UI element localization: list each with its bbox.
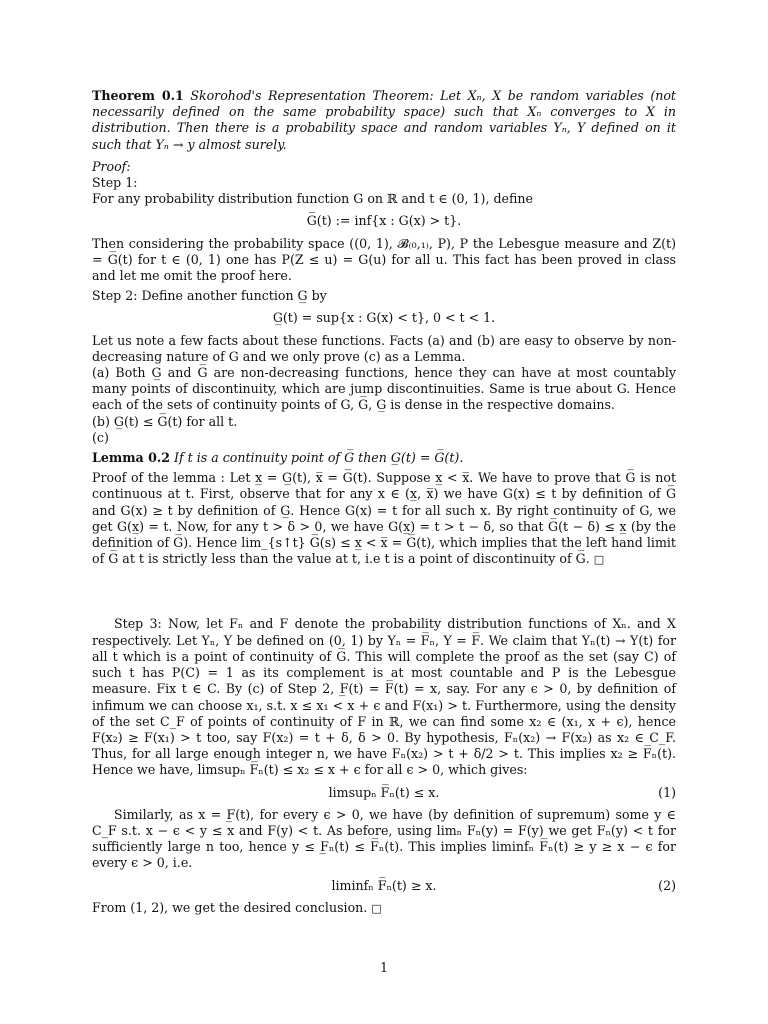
theorem-text: Skorohod's Representation Theorem: Let Xₙ, X be random variables (not necessarily defined on the same probability space) such that Xₙ converges to X in distribution. Then there is a probability space and random variables Yₙ, Y defined on it such that Yₙ → y almost surely. xyxy=(92,88,676,152)
fact-c: (c) xyxy=(92,429,109,445)
qed-symbol: □ xyxy=(371,901,382,915)
conclusion xyxy=(92,900,676,917)
facts-intro: Let us note a few facts about these functions. Facts (a) and (b) are easy to observe by non-decreasing nature of G and we only prove (c) as a Lemma. xyxy=(92,332,676,364)
equation-gbar-definition: G̅(t) := inf{x : G(x) > t}. xyxy=(306,213,462,229)
similarly-paragraph: Similarly, as x = F̲(t), for every ϵ > 0, we have (by definition of supremum) some y ∈ C_F s.t. x − ϵ < y ≤ x and F(y) < t. As before, using limₙ Fₙ(y) = F(y) we get Fₙ(y) < t for sufficiently large n too, hence y ≤ F̲ₙ(t) ≤ F̅ₙ(t). This implies liminfₙ F̅ₙ(t) ≥ y ≥ x − ϵ for every ϵ > 0, i.e. xyxy=(92,806,676,871)
equation-gunder-definition: G̲(t) = sup{x : G(x) < t}, 0 < t < 1. xyxy=(272,310,496,326)
lemma-statement xyxy=(92,450,676,466)
theorem-label: Theorem 0.1 xyxy=(92,88,184,103)
page-number: 1 xyxy=(379,960,388,975)
lemma-text: If t is a continuity point of G̅ then G̲(t) = G̅(t). xyxy=(174,450,464,466)
equation-2 xyxy=(92,878,676,894)
equation-1 xyxy=(92,785,676,801)
step2-intro: Step 2: Define another function G̲ by xyxy=(92,288,327,304)
conclusion-text: From (1, 2), we get the desired conclusion. xyxy=(92,899,368,915)
fact-a: (a) Both G̲ and G̅ are non-decreasing functions, hence they can have at most countably many points of discontinuity, which are jump discontinuities. Same is true about G. Hence each of the sets of continuity points of G, G̅, G̲ is dense in the respective domains. xyxy=(92,365,676,413)
theorem-statement xyxy=(92,88,676,153)
fact-b: (b) G̲(t) ≤ G̅(t) for all t. xyxy=(92,413,238,429)
qed-symbol: □ xyxy=(593,553,605,567)
step3-text: Step 3: Now, let Fₙ and F denote the probability distribution functions of Xₙ. and X respectively. Let Yₙ, Y be defined on (0, 1) by Yₙ = F̅ₙ, Y = F̅. We claim that Yₙ(t) → Y(t) for all t which is a point of continuity of G̅. This will complete the proof as the set (say C) of such t has P(C) = 1 as its complement is at most countable and P is the Lebesgue measure. Fix t ∈ C. By (c) of Step 2, F̲(t) = F̅(t) = x, say. For any ϵ > 0, by definition of infimum we can choose x₁, s.t. x ≤ x₁ < x + ϵ and F(x₁) > t. Furthermore, using the density of the set C_F of points of continuity of F in ℝ, we can find some x₂ ∈ (x₁, x + ϵ), hence F(x₂) ≥ F(x₁) > t too, say F(x₂) = t + δ, δ > 0. By hypothesis, Fₙ(x₂) → F(x₂) as x₂ ∈ C_F. Thus, for all large enough integer n, we have Fₙ(x₂) > t + δ/2 > t. This implies x₂ ≥ F̅ₙ(t). Hence we have, limsupₙ F̅ₙ(t) ≤ x₂ ≤ x + ϵ for all ϵ > 0, which gives: xyxy=(92,616,676,778)
equation-1-number: (1) xyxy=(658,784,676,800)
lemma-proof xyxy=(92,470,676,568)
step1-text: Then considering the probability space ((0, 1), 𝓑₍₀,₁₎, P), P the Lebesgue measure and Z(t) = G̅(t) for t ∈ (0, 1) one has P(Z ≤ u) = G(u) for all u. This fact has been proved in class and let me omit the proof here. xyxy=(92,235,676,284)
document-body xyxy=(92,88,676,917)
lemma-proof-text: Proof of the lemma : Let x̲ = G̲(t), x̅ = G̅(t). Suppose x̲ < x̅. We have to prove that G̅ is not continuous at t. First, observe that for any x ∈ (x̲, x̅) we have G(x) ≤ t by definition of G̅ and G(x) ≥ t by definition of G̲. Hence G(x) = t for all such x. By right continuity of G, we get G(x̲) = t. Now, for any t > δ > 0, we have G(x̲) = t > t − δ, so that G̅(t − δ) ≤ x̲ (by the definition of G̅). Hence lim_{s↑t} G̅(s) ≤ x̲ < x̅ = G̅(t), which implies that the left hand limit of G̅ at t is strictly less than the value at t, i.e t is a point of discontinuity of G̅. xyxy=(92,470,676,567)
step1-intro: For any probability distribution function G on ℝ and t ∈ (0, 1), define xyxy=(92,191,533,207)
equation-2-number: (2) xyxy=(658,877,676,893)
step1-heading: Step 1: xyxy=(92,175,138,191)
equation-1-body: limsupₙ F̅ₙ(t) ≤ x. xyxy=(328,784,440,800)
proof-label: Proof: xyxy=(92,158,131,174)
lemma-label: Lemma 0.2 xyxy=(92,450,170,466)
equation-2-body: liminfₙ F̅ₙ(t) ≥ x. xyxy=(331,877,437,893)
